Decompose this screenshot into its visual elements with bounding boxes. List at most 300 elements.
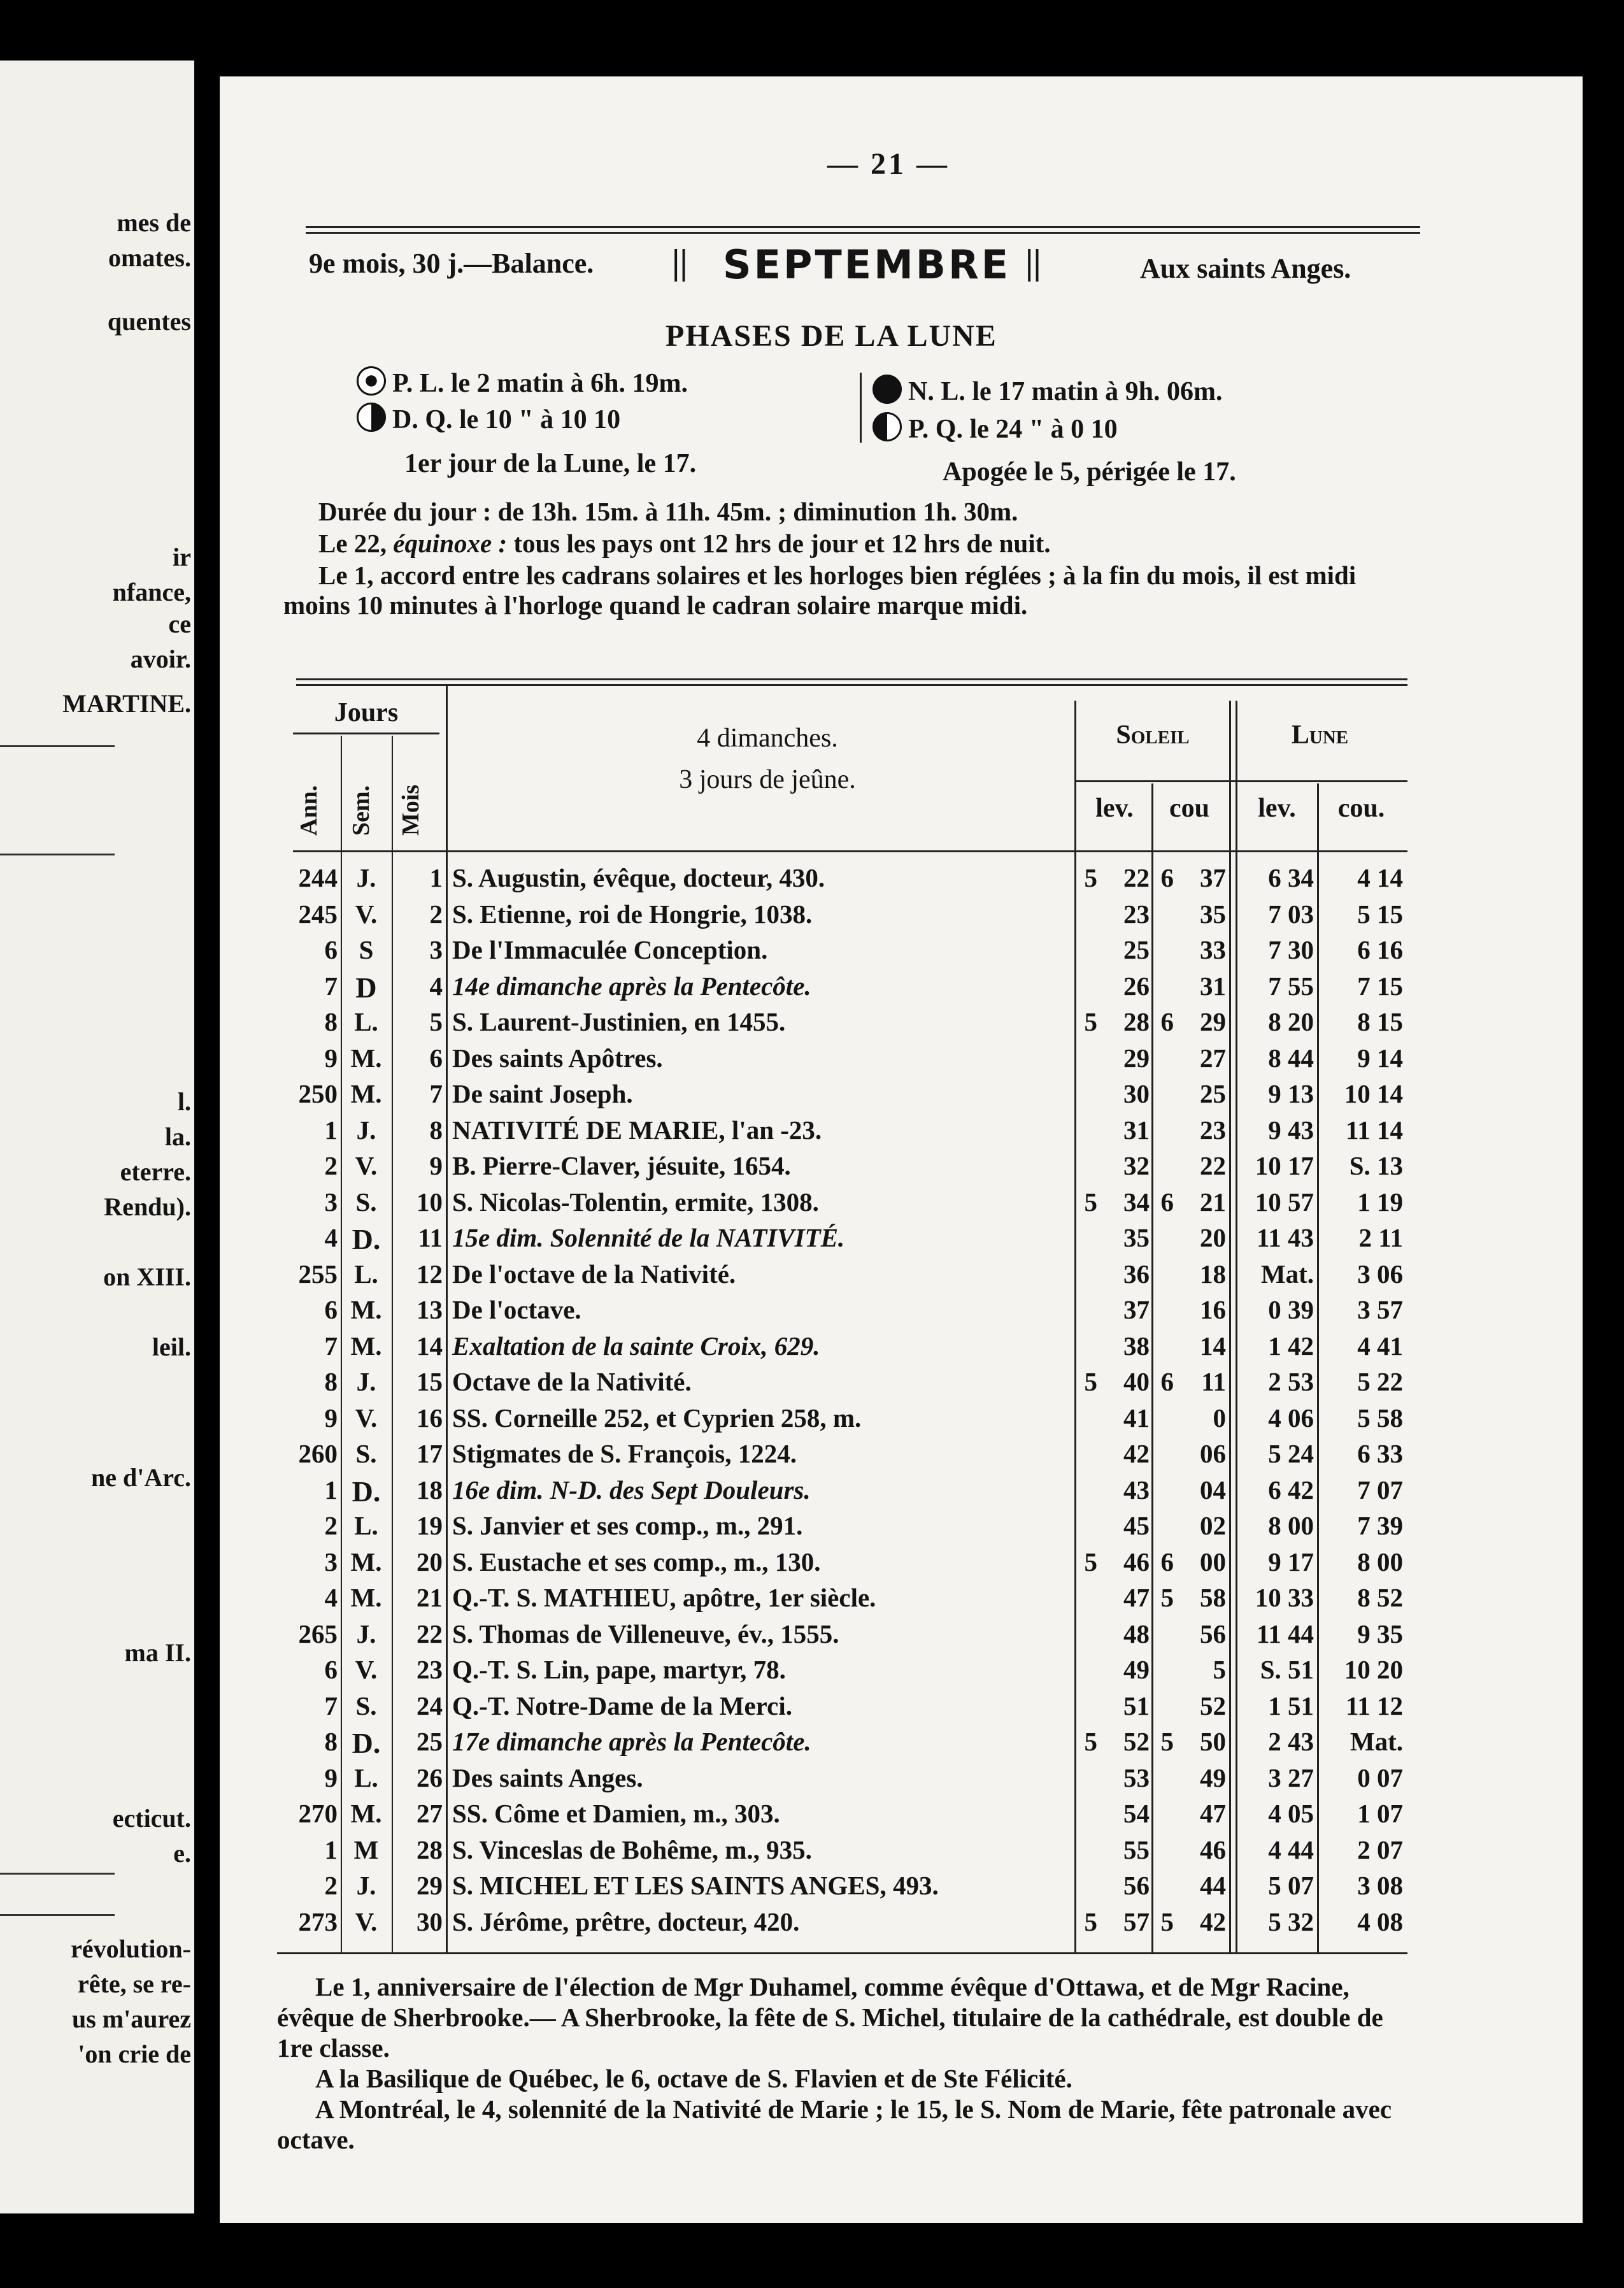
facing-page-fragment: leil. [152, 1333, 191, 1361]
ann-header: Ann. [296, 785, 322, 836]
row-ann-cell: 7 [324, 1331, 338, 1361]
row-lc-cell: 1 19 [1357, 1187, 1403, 1217]
table-top-rule [296, 678, 1407, 686]
row-ll-cell: 9 43 [1268, 1115, 1314, 1145]
row-ch-cell: 6 [1160, 1187, 1174, 1217]
desc-left-line [446, 685, 448, 1952]
row-lc-cell: 4 41 [1357, 1331, 1403, 1361]
row-cl-cell: 52 [1200, 1691, 1226, 1720]
soleil-header: Soleil [1116, 720, 1190, 750]
row-ll-cell: 10 33 [1255, 1583, 1314, 1612]
row-ll-cell: 11 43 [1257, 1223, 1314, 1252]
jours-underline [293, 733, 439, 734]
row-cl-cell: 58 [1200, 1583, 1226, 1612]
row-ll-cell: 10 17 [1255, 1151, 1314, 1180]
row-sl-cell: 26 [1123, 971, 1150, 1001]
row-sem-cell: D. [352, 1223, 381, 1255]
row-desc-cell: S. Nicolas-Tolentin, ermite, 1308. [452, 1187, 819, 1217]
row-cl-cell: 50 [1200, 1727, 1226, 1756]
facing-page-fragment: quentes [107, 307, 191, 336]
month-name: SEPTEMBRE [723, 241, 1011, 288]
facing-page-fragment: ir [173, 543, 191, 571]
facing-page-rule [0, 1873, 115, 1875]
first-quarter-icon [873, 412, 902, 441]
row-sl-cell: 29 [1123, 1043, 1150, 1073]
row-desc-cell: De saint Joseph. [452, 1079, 633, 1108]
row-mois-cell: 15 [417, 1367, 443, 1396]
soleil-cou-header: cou [1169, 794, 1209, 823]
row-cl-cell: 44 [1200, 1871, 1226, 1900]
new-moon-line: N. L. le 17 matin à 9h. 06m. [873, 375, 1223, 406]
row-sl-cell: 45 [1123, 1511, 1150, 1540]
facing-page-fragment: mes de [117, 208, 191, 237]
row-lc-cell: 7 15 [1357, 971, 1403, 1001]
row-sl-cell: 36 [1123, 1259, 1150, 1289]
first-quarter-line: P. Q. le 24 " à 0 10 [873, 412, 1118, 444]
row-lc-cell: 3 08 [1357, 1871, 1403, 1900]
row-ann-cell: 9 [324, 1403, 338, 1433]
row-sl-cell: 48 [1123, 1619, 1150, 1648]
row-sem-cell: J. [356, 1115, 376, 1145]
facing-page-rule [0, 854, 115, 855]
row-ann-cell: 270 [298, 1799, 338, 1828]
facing-page [0, 61, 194, 2213]
row-mois-cell: 2 [429, 899, 443, 929]
row-sl-cell: 22 [1123, 863, 1150, 892]
header-rule [306, 226, 1420, 234]
table-bottom-rule [277, 1952, 1407, 1954]
row-mois-cell: 10 [417, 1187, 443, 1217]
row-lc-cell: 9 35 [1357, 1619, 1403, 1648]
row-sem-cell: M. [350, 1547, 382, 1577]
lune-lev-header: lev. [1258, 794, 1296, 823]
row-lc-cell: 11 14 [1346, 1115, 1403, 1145]
row-desc-cell: S. Eustache et ses comp., m., 130. [452, 1547, 821, 1577]
facing-page-fragment: eterre. [120, 1157, 191, 1186]
row-cl-cell: 23 [1200, 1115, 1226, 1145]
month-separator-left: || [672, 243, 688, 282]
row-mois-cell: 7 [429, 1079, 443, 1108]
row-sl-cell: 25 [1123, 935, 1150, 964]
row-lc-cell: 4 14 [1357, 863, 1403, 892]
row-sl-cell: 46 [1123, 1547, 1150, 1577]
row-lc-cell: 1 07 [1357, 1799, 1403, 1828]
row-desc-cell: Exaltation de la sainte Croix, 629. [452, 1331, 820, 1361]
row-desc-cell: S. Jérôme, prêtre, docteur, 420. [452, 1906, 800, 1936]
mois-header: Mois [397, 784, 424, 836]
row-cl-cell: 46 [1200, 1834, 1226, 1864]
row-ann-cell: 244 [298, 863, 338, 892]
row-ann-cell: 1 [324, 1115, 338, 1145]
row-sem-cell: M. [350, 1799, 382, 1828]
row-desc-cell: S. Etienne, roi de Hongrie, 1038. [452, 899, 813, 929]
row-ch-cell: 6 [1160, 1547, 1174, 1577]
row-ch-cell: 5 [1160, 1583, 1174, 1612]
row-ann-cell: 9 [324, 1762, 338, 1792]
row-sem-cell: M [353, 1834, 379, 1864]
row-ann-cell: 4 [324, 1223, 338, 1252]
row-lc-cell: 5 58 [1357, 1403, 1403, 1433]
facing-page-fragment: la. [164, 1122, 191, 1151]
facing-page-fragment: ma II. [124, 1638, 191, 1667]
facing-page-fragment: nfance, [112, 578, 191, 606]
row-mois-cell: 1 [429, 863, 443, 892]
row-desc-cell: Q.-T. S. Lin, pape, martyr, 78. [452, 1655, 786, 1684]
facing-page-fragment: e. [173, 1839, 191, 1868]
facing-page-fragment: ecticut. [112, 1804, 191, 1833]
row-mois-cell: 9 [429, 1151, 443, 1180]
row-ann-cell: 255 [298, 1259, 338, 1289]
row-sem-cell: V. [355, 1151, 378, 1180]
row-ann-cell: 6 [324, 1655, 338, 1684]
row-lc-cell: 6 33 [1357, 1439, 1403, 1468]
row-mois-cell: 13 [417, 1295, 443, 1324]
row-sem-cell: L. [354, 1259, 378, 1289]
facing-page-fragment: omates. [108, 243, 191, 272]
row-desc-cell: S. Thomas de Villeneuve, év., 1555. [452, 1619, 839, 1648]
row-ll-cell: 7 30 [1268, 935, 1314, 964]
row-mois-cell: 26 [417, 1762, 443, 1792]
row-cl-cell: 02 [1200, 1511, 1226, 1540]
row-sem-cell: S. [355, 1691, 377, 1720]
row-desc-cell: S. Janvier et ses comp., m., 291. [452, 1511, 803, 1540]
row-sem-cell: M. [350, 1043, 382, 1073]
row-ll-cell: 3 27 [1268, 1762, 1314, 1792]
row-desc-cell: Q.-T. Notre-Dame de la Merci. [452, 1691, 792, 1720]
row-ll-cell: 5 32 [1268, 1906, 1314, 1936]
row-ann-cell: 7 [324, 971, 338, 1001]
row-cl-cell: 11 [1201, 1367, 1226, 1396]
row-lc-cell: Mat. [1350, 1727, 1403, 1756]
row-sem-cell: V. [355, 899, 378, 929]
row-sem-cell: L. [354, 1007, 378, 1036]
row-sl-cell: 30 [1123, 1079, 1150, 1108]
row-ann-cell: 7 [324, 1691, 338, 1720]
row-sl-cell: 40 [1123, 1367, 1150, 1396]
row-sl-cell: 42 [1123, 1439, 1150, 1468]
row-cl-cell: 35 [1200, 899, 1226, 929]
row-cl-cell: 27 [1200, 1043, 1226, 1073]
row-sl-cell: 56 [1123, 1871, 1150, 1900]
row-cl-cell: 25 [1200, 1079, 1226, 1108]
row-sl-cell: 32 [1123, 1151, 1150, 1180]
note-anniversary: Le 1, anniversaire de l'élection de Mgr Duhamel, comme évêque d'Ottawa, et de Mgr Racine, évêque de Sherbrooke.— A Sherbrooke, la fête de S. Michel, titulaire de la cathédrale, est double de 1re classe. [277, 1972, 1383, 2063]
row-mois-cell: 20 [417, 1547, 443, 1577]
row-lc-cell: 10 20 [1344, 1655, 1403, 1684]
row-ch-cell: 5 [1160, 1906, 1174, 1936]
row-sl-cell: 31 [1123, 1115, 1150, 1145]
row-ann-cell: 1 [324, 1475, 338, 1505]
row-lc-cell: 7 39 [1357, 1511, 1403, 1540]
phases-title: PHASES DE LA LUNE [666, 319, 997, 353]
row-sh-cell: 5 [1084, 1547, 1097, 1577]
soleil-mid-line [1151, 783, 1153, 1952]
row-lc-cell: 7 07 [1357, 1475, 1403, 1505]
row-desc-cell: SS. Corneille 252, et Cyprien 258, m. [452, 1403, 862, 1433]
last-quarter-icon [357, 403, 386, 432]
row-cl-cell: 06 [1200, 1439, 1226, 1468]
row-ann-cell: 3 [324, 1187, 338, 1217]
row-sl-cell: 37 [1123, 1295, 1150, 1324]
row-ann-cell: 6 [324, 935, 338, 964]
row-mois-cell: 19 [417, 1511, 443, 1540]
row-cl-cell: 42 [1200, 1906, 1226, 1936]
row-ll-cell: 11 44 [1257, 1619, 1314, 1648]
row-sl-cell: 52 [1123, 1727, 1150, 1756]
row-cl-cell: 04 [1200, 1475, 1226, 1505]
row-desc-cell: De l'octave de la Nativité. [452, 1259, 736, 1289]
row-ll-cell: 7 03 [1268, 899, 1314, 929]
row-ll-cell: 2 43 [1268, 1727, 1314, 1756]
row-sem-cell: D. [352, 1475, 381, 1508]
row-cl-cell: 29 [1200, 1007, 1226, 1036]
row-mois-cell: 29 [417, 1871, 443, 1900]
row-desc-cell: Octave de la Nativité. [452, 1367, 692, 1396]
row-desc-cell: 17e dimanche après la Pentecôte. [452, 1727, 811, 1756]
row-ann-cell: 250 [298, 1079, 338, 1108]
row-mois-cell: 17 [417, 1439, 443, 1468]
row-mois-cell: 18 [417, 1475, 443, 1505]
row-desc-cell: Q.-T. S. MATHIEU, apôtre, 1er siècle. [452, 1583, 876, 1612]
row-desc-cell: 15e dim. Solennité de la NATIVITÉ. [452, 1223, 845, 1252]
row-sem-cell: L. [354, 1511, 378, 1540]
row-sl-cell: 41 [1123, 1403, 1150, 1433]
month-separator-right: || [1025, 243, 1041, 282]
row-desc-cell: NATIVITÉ DE MARIE, l'an -23. [452, 1115, 822, 1145]
row-mois-cell: 28 [417, 1834, 443, 1864]
row-ann-cell: 2 [324, 1871, 338, 1900]
row-lc-cell: 6 16 [1357, 935, 1403, 964]
row-sl-cell: 55 [1123, 1834, 1150, 1864]
row-sem-cell: M. [350, 1583, 382, 1612]
new-moon-icon [873, 375, 902, 404]
row-mois-cell: 3 [429, 935, 443, 964]
row-sem-cell: V. [355, 1906, 378, 1936]
row-sh-cell: 5 [1084, 1906, 1097, 1936]
facing-page-fragment: us m'aurez [71, 2005, 191, 2033]
row-cl-cell: 16 [1200, 1295, 1226, 1324]
row-ann-cell: 245 [298, 899, 338, 929]
note-quebec: A la Basilique de Québec, le 6, octave de S. Flavien et de Ste Félicité. [315, 2064, 1072, 2093]
row-ll-cell: 9 13 [1268, 1079, 1314, 1108]
row-mois-cell: 4 [429, 971, 443, 1001]
row-ann-cell: 260 [298, 1439, 338, 1468]
row-mois-cell: 30 [417, 1906, 443, 1936]
row-ch-cell: 6 [1160, 1007, 1174, 1036]
full-moon-icon [357, 366, 386, 396]
row-cl-cell: 00 [1200, 1547, 1226, 1577]
facing-page-fragment: ne d'Arc. [90, 1463, 191, 1492]
row-ann-cell: 3 [324, 1547, 338, 1577]
row-lc-cell: 2 07 [1357, 1834, 1403, 1864]
row-ch-cell: 6 [1160, 863, 1174, 892]
row-lc-cell: 9 14 [1357, 1043, 1403, 1073]
row-desc-cell: 14e dimanche après la Pentecôte. [452, 971, 811, 1001]
row-sl-cell: 53 [1123, 1762, 1150, 1792]
lune-cou-header: cou. [1337, 794, 1385, 823]
row-sem-cell: D. [352, 1727, 381, 1759]
row-cl-cell: 18 [1200, 1259, 1226, 1289]
row-mois-cell: 8 [429, 1115, 443, 1145]
sundial-note: Le 1, accord entre les cadrans solaires et les horloges bien réglées ; à la fin du mois, il est midi moins 10 minutes à l'horloge quand le cadran solaire marque midi. [283, 561, 1357, 620]
row-ann-cell: 4 [324, 1583, 338, 1612]
sundays-count: 4 dimanches. [697, 724, 838, 753]
row-mois-cell: 14 [417, 1331, 443, 1361]
row-lc-cell: 3 06 [1357, 1259, 1403, 1289]
almanac-page [220, 76, 1583, 2223]
apogee-perigee: Apogée le 5, périgée le 17. [943, 457, 1236, 487]
row-ll-cell: 4 05 [1268, 1799, 1314, 1828]
row-desc-cell: S. Augustin, évêque, docteur, 430. [452, 863, 825, 892]
row-ll-cell: 4 06 [1268, 1403, 1314, 1433]
notes [277, 1971, 1398, 2155]
lune-mid-line [1317, 783, 1319, 1952]
row-sl-cell: 35 [1123, 1223, 1150, 1252]
row-desc-cell: S. Vinceslas de Bohême, m., 935. [452, 1834, 812, 1864]
row-mois-cell: 22 [417, 1619, 443, 1648]
row-sl-cell: 51 [1123, 1691, 1150, 1720]
row-ll-cell: 2 53 [1268, 1367, 1314, 1396]
row-desc-cell: B. Pierre-Claver, jésuite, 1654. [452, 1151, 791, 1180]
facing-page-fragment: on XIII. [103, 1262, 191, 1291]
row-ann-cell: 6 [324, 1295, 338, 1324]
row-desc-cell: De l'octave. [452, 1295, 581, 1324]
note-montreal: A Montréal, le 4, solennité de la Nativité de Marie ; le 15, le S. Nom de Marie, fête patronale avec octave. [277, 2094, 1392, 2154]
row-ll-cell: 8 20 [1268, 1007, 1314, 1036]
row-desc-cell: S. Laurent-Justinien, en 1455. [452, 1007, 786, 1036]
row-desc-cell: Stigmates de S. François, 1224. [452, 1439, 797, 1468]
row-sem-cell: S. [355, 1187, 377, 1217]
row-ch-cell: 5 [1160, 1727, 1174, 1756]
row-ann-cell: 2 [324, 1511, 338, 1540]
row-sem-cell: M. [350, 1331, 382, 1361]
row-desc-cell: S. MICHEL ET LES SAINTS ANGES, 493. [452, 1871, 939, 1900]
row-desc-cell: SS. Côme et Damien, m., 303. [452, 1799, 780, 1828]
row-sl-cell: 38 [1123, 1331, 1150, 1361]
equinox-note: Le 22, équinoxe : tous les pays ont 12 hrs de jour et 12 hrs de nuit. [318, 529, 1051, 558]
row-sl-cell: 57 [1123, 1906, 1150, 1936]
row-cl-cell: 31 [1200, 971, 1226, 1001]
row-ll-cell: 5 24 [1268, 1439, 1314, 1468]
row-sem-cell: S [359, 935, 374, 964]
fast-days-count: 3 jours de jeûne. [679, 765, 856, 794]
row-sem-cell: S. [355, 1439, 377, 1468]
row-ll-cell: 0 39 [1268, 1295, 1314, 1324]
row-sh-cell: 5 [1084, 863, 1097, 892]
row-ann-cell: 273 [298, 1906, 338, 1936]
row-mois-cell: 25 [417, 1727, 443, 1756]
row-cl-cell: 47 [1200, 1799, 1226, 1828]
row-sl-cell: 49 [1123, 1655, 1150, 1684]
dedication: Aux saints Anges. [1140, 253, 1351, 284]
phases-divider [860, 373, 862, 443]
row-sh-cell: 5 [1084, 1007, 1097, 1036]
row-ann-cell: 9 [324, 1043, 338, 1073]
header-bottom-rule [293, 850, 1407, 852]
row-sem-cell: M. [350, 1079, 382, 1108]
lune-left-line [1236, 701, 1237, 1952]
row-cl-cell: 22 [1200, 1151, 1226, 1180]
row-mois-cell: 16 [417, 1403, 443, 1433]
row-desc-cell: Des saints Anges. [452, 1762, 643, 1792]
row-sl-cell: 28 [1123, 1007, 1150, 1036]
ann-sep-line [341, 736, 342, 1952]
row-ll-cell: Mat. [1260, 1259, 1314, 1289]
row-mois-cell: 24 [417, 1691, 443, 1720]
row-mois-cell: 27 [417, 1799, 443, 1828]
row-lc-cell: 0 07 [1357, 1762, 1403, 1792]
row-ll-cell: 8 00 [1268, 1511, 1314, 1540]
row-cl-cell: 56 [1200, 1619, 1226, 1648]
row-cl-cell: 5 [1213, 1655, 1226, 1684]
row-ch-cell: 6 [1160, 1367, 1174, 1396]
sem-header: Sem. [348, 785, 374, 836]
page-number: — 21 — [827, 147, 950, 181]
row-mois-cell: 6 [429, 1043, 443, 1073]
lune-header: Lune [1291, 720, 1349, 750]
facing-page-fragment: révolution- [71, 1934, 191, 1963]
row-ann-cell: 1 [324, 1834, 338, 1864]
row-mois-cell: 12 [417, 1259, 443, 1289]
row-cl-cell: 0 [1213, 1403, 1226, 1433]
row-ll-cell: 1 51 [1268, 1691, 1314, 1720]
row-mois-cell: 5 [429, 1007, 443, 1036]
soleil-lev-header: lev. [1095, 794, 1134, 823]
row-ll-cell: 6 34 [1268, 863, 1314, 892]
row-lc-cell: 8 15 [1357, 1007, 1403, 1036]
row-cl-cell: 33 [1200, 935, 1226, 964]
row-lc-cell: 10 14 [1344, 1079, 1403, 1108]
row-desc-cell: 16e dim. N-D. des Sept Douleurs. [452, 1475, 811, 1505]
row-sl-cell: 43 [1123, 1475, 1150, 1505]
astro-subrule [1076, 780, 1407, 782]
row-sl-cell: 23 [1123, 899, 1150, 929]
row-sem-cell: D [355, 971, 377, 1004]
facing-page-fragment: rête, se re- [77, 1970, 191, 1998]
facing-page-fragment: MARTINE. [62, 689, 191, 718]
row-sem-cell: V. [355, 1655, 378, 1684]
row-ann-cell: 8 [324, 1727, 338, 1756]
row-sl-cell: 34 [1123, 1187, 1150, 1217]
jours-header: Jours [334, 698, 399, 727]
row-sl-cell: 47 [1123, 1583, 1150, 1612]
row-sem-cell: J. [356, 863, 376, 892]
row-sem-cell: J. [356, 1619, 376, 1648]
row-sem-cell: J. [356, 1871, 376, 1900]
row-ll-cell: 8 44 [1268, 1043, 1314, 1073]
row-ann-cell: 8 [324, 1007, 338, 1036]
row-ann-cell: 8 [324, 1367, 338, 1396]
row-sem-cell: L. [354, 1762, 378, 1792]
facing-page-rule [0, 1914, 115, 1916]
row-ll-cell: 1 42 [1268, 1331, 1314, 1361]
row-lc-cell: 8 52 [1357, 1583, 1403, 1612]
row-desc-cell: De l'Immaculée Conception. [452, 935, 768, 964]
row-cl-cell: 37 [1200, 863, 1226, 892]
row-ll-cell: 10 57 [1255, 1187, 1314, 1217]
row-cl-cell: 49 [1200, 1762, 1226, 1792]
row-lc-cell: 4 08 [1357, 1906, 1403, 1936]
row-ll-cell: 4 44 [1268, 1834, 1314, 1864]
first-lunar-day: 1er jour de la Lune, le 17. [404, 449, 697, 478]
row-lc-cell: 5 22 [1357, 1367, 1403, 1396]
row-lc-cell: 5 15 [1357, 899, 1403, 929]
row-sh-cell: 5 [1084, 1187, 1097, 1217]
facing-page-rule [0, 745, 115, 747]
facing-page-fragment: l. [177, 1087, 191, 1116]
row-sem-cell: J. [356, 1367, 376, 1396]
row-ann-cell: 2 [324, 1151, 338, 1180]
